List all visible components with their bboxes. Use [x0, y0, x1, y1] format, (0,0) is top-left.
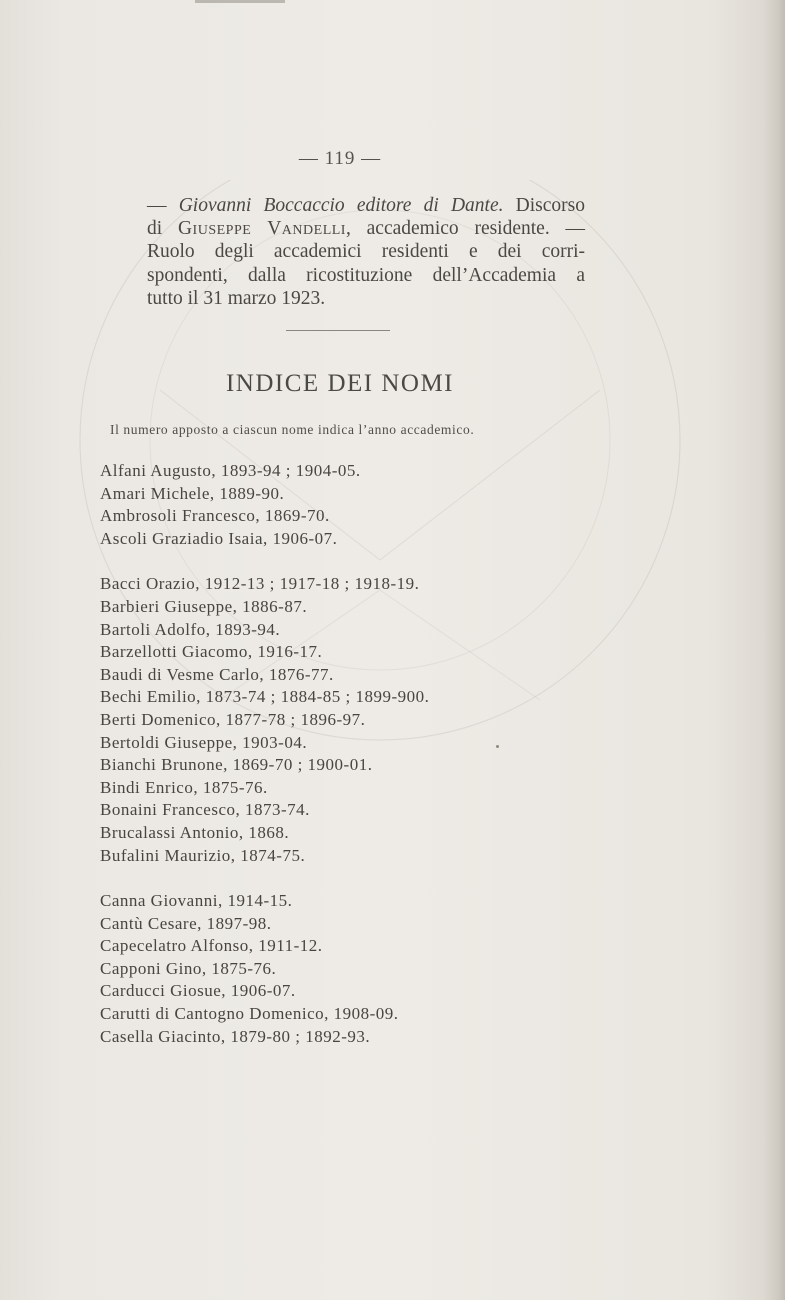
- index-entry: Capecelatro Alfonso, 1911-12.: [100, 936, 323, 956]
- index-entry: Canna Giovanni, 1914-15.: [100, 891, 293, 911]
- intro-line-2-rest: , accademico residente. —: [345, 218, 585, 240]
- index-entry: Baudi di Vesme Carlo, 1876-77.: [100, 664, 334, 684]
- index-entry: Bonaini Francesco, 1873-74.: [100, 800, 310, 820]
- index-list: [100, 460, 520, 1071]
- intro-line-1-rest: Discorso: [503, 195, 586, 216]
- index-entry: Barbieri Giuseppe, 1886-87.: [100, 596, 308, 616]
- intro-author-name: Giuseppe Vandelli: [177, 218, 346, 240]
- index-entry: Bianchi Brunone, 1869-70 ; 1900-01.: [100, 755, 373, 775]
- paper-speck: [496, 745, 499, 748]
- index-group-a: [100, 460, 520, 550]
- page-edge-shadow: [763, 0, 785, 1300]
- intro-dash: —: [147, 195, 179, 216]
- index-group-b: [100, 573, 520, 867]
- index-title: INDICE DEI NOMI: [225, 370, 455, 397]
- intro-work-title: Giovanni Boccaccio editore di Dante.: [178, 195, 504, 216]
- intro-line-3: Ruolo degli accademici residenti e dei corri-: [147, 241, 585, 263]
- index-group-c: [100, 890, 520, 1048]
- intro-paragraph: [147, 194, 585, 310]
- index-entry: Bacci Orazio, 1912-13 ; 1917-18 ; 1918-19.: [100, 574, 420, 594]
- index-entry: Carducci Giosue, 1906-07.: [100, 981, 296, 1001]
- section-divider: [286, 330, 390, 331]
- intro-line-4: spondenti, dalla ricostituzione dell’Accademia a: [147, 264, 585, 286]
- index-note: Il numero apposto a ciascun nome indica l’anno accademico.: [110, 422, 475, 437]
- intro-line-2-pre: di: [147, 218, 178, 240]
- intro-line-1: [147, 194, 585, 217]
- index-entry: Bartoli Adolfo, 1893-94.: [100, 619, 281, 639]
- index-entry: Bechi Emilio, 1873-74 ; 1884-85 ; 1899-900.: [100, 687, 430, 707]
- index-entry: Brucalassi Antonio, 1868.: [100, 822, 290, 842]
- index-entry: Ascoli Graziadio Isaia, 1906-07.: [100, 528, 338, 548]
- index-entry: Alfani Augusto, 1893-94 ; 1904-05.: [100, 461, 361, 480]
- intro-line-5: tutto il 31 marzo 1923.: [147, 287, 326, 309]
- top-edge-mark: [195, 0, 285, 3]
- page-number: — 119 —: [298, 148, 382, 169]
- index-entry: Cantù Cesare, 1897-98.: [100, 913, 272, 933]
- index-entry: Casella Giacinto, 1879-80 ; 1892-93.: [100, 1026, 371, 1046]
- intro-line-2: [147, 217, 585, 240]
- index-entry: Carutti di Cantogno Domenico, 1908-09.: [100, 1004, 399, 1024]
- index-entry: Amari Michele, 1889-90.: [100, 483, 285, 503]
- index-entry: Berti Domenico, 1877-78 ; 1896-97.: [100, 709, 366, 729]
- index-entry: Bindi Enrico, 1875-76.: [100, 777, 268, 797]
- index-entry: Capponi Gino, 1875-76.: [100, 958, 277, 978]
- index-entry: Bufalini Maurizio, 1874-75.: [100, 845, 306, 865]
- index-entry: Barzellotti Giacomo, 1916-17.: [100, 642, 323, 662]
- index-entry: Ambrosoli Francesco, 1869-70.: [100, 506, 330, 526]
- index-entry: Bertoldi Giuseppe, 1903-04.: [100, 732, 308, 752]
